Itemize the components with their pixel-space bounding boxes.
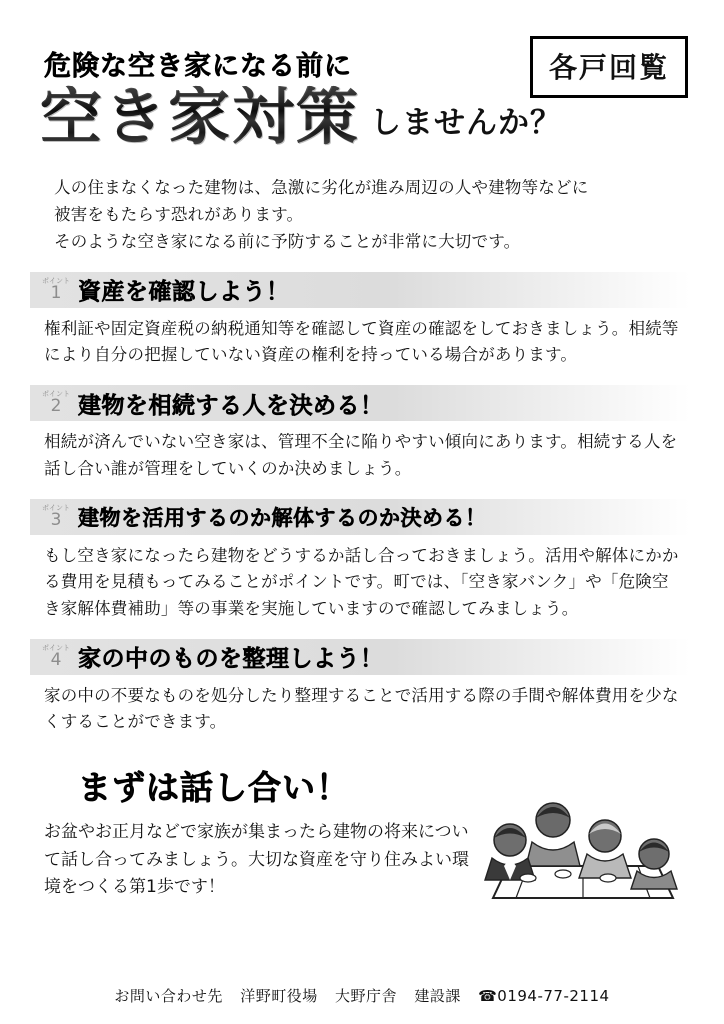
- intro-line-1: 人の住まなくなった建物は、急激に劣化が進み周辺の人や建物等などに: [54, 178, 589, 197]
- point-kana-label: ポイント: [42, 643, 70, 652]
- point-number: [34, 645, 78, 669]
- footer-contact: [0, 985, 724, 1006]
- point-title: 建物を活用するのか解体するのか決める！: [78, 505, 487, 530]
- point-header: [30, 385, 690, 421]
- point-title: 家の中のものを整理しよう！: [78, 646, 384, 673]
- point-section: [0, 499, 724, 623]
- intro-line-3: そのような空き家になる前に予防することが非常に大切です。: [54, 232, 521, 252]
- closing-section: [0, 762, 724, 902]
- point-body: 権利証や固定資産税の納税通知等を確認して資産の確認をしておきましょう。相続等により自分の把握していない資産の権利を持っている場合があります。: [44, 318, 679, 365]
- point-number: [34, 278, 78, 302]
- point-section: [0, 385, 724, 482]
- point-digit: 4: [50, 649, 62, 670]
- footer-office: 洋野町役場: [240, 987, 318, 1005]
- point-title: 資産を確認しよう！: [78, 279, 290, 306]
- point-body: 家の中の不要なものを処分したり整理することで活用する際の手間や解体費用を少なくすることができます。: [44, 685, 679, 732]
- point-number: [34, 391, 78, 415]
- closing-title: まずは話し合い！: [78, 768, 350, 808]
- point-kana-label: ポイント: [42, 503, 70, 512]
- point-header: [30, 499, 690, 535]
- headline-big-text: 空き家対策: [40, 80, 361, 153]
- point-body: 相続が済んでいない空き家は、管理不全に陥りやすい傾向にあります。相続する人を話し合い誰が管理をしていくのか決めましょう。: [44, 432, 678, 478]
- point-title: 建物を相続する人を決める！: [78, 392, 384, 419]
- family-meeting-illustration: [468, 758, 698, 908]
- footer-building: 大野庁舎: [335, 987, 398, 1005]
- point-kana-label: ポイント: [42, 390, 70, 399]
- headline-small: 危険な空き家になる前に: [44, 51, 352, 82]
- intro-paragraph: [54, 174, 678, 256]
- point-digit: 2: [50, 396, 62, 417]
- closing-body: お盆やお正月などで家族が集まったら建物の将来について話し合ってみましょう。大切な資産を守り住みよい環境をつくる第1歩です！: [44, 822, 469, 898]
- point-section: [0, 272, 724, 369]
- point-digit: 3: [50, 509, 62, 530]
- point-section: [0, 639, 724, 736]
- footer-phone: ☎0194-77-2114: [478, 987, 610, 1005]
- point-kana-label: ポイント: [42, 276, 70, 285]
- headline-tail-text: しませんか？: [370, 105, 563, 141]
- footer-label: お問い合わせ先: [114, 987, 223, 1005]
- point-number: [34, 505, 78, 529]
- point-header: [30, 639, 690, 675]
- header: [0, 0, 724, 170]
- headline-main: [40, 80, 563, 153]
- point-body: もし空き家になったら建物をどうするか話し合っておきましょう。活用や解体にかかる費用を見積もってみることがポイントです。町では、「空き家バンク」や「危険空き家解体費補助」等の事業を実施していますので確認してみましょう。: [44, 545, 679, 618]
- circulation-badge: 各戸回覧: [530, 36, 688, 98]
- point-digit: 1: [50, 282, 62, 303]
- point-header: [30, 272, 690, 308]
- footer-section: 建設課: [414, 987, 461, 1005]
- intro-line-2: 被害をもたらす恐れがあります。: [54, 205, 304, 225]
